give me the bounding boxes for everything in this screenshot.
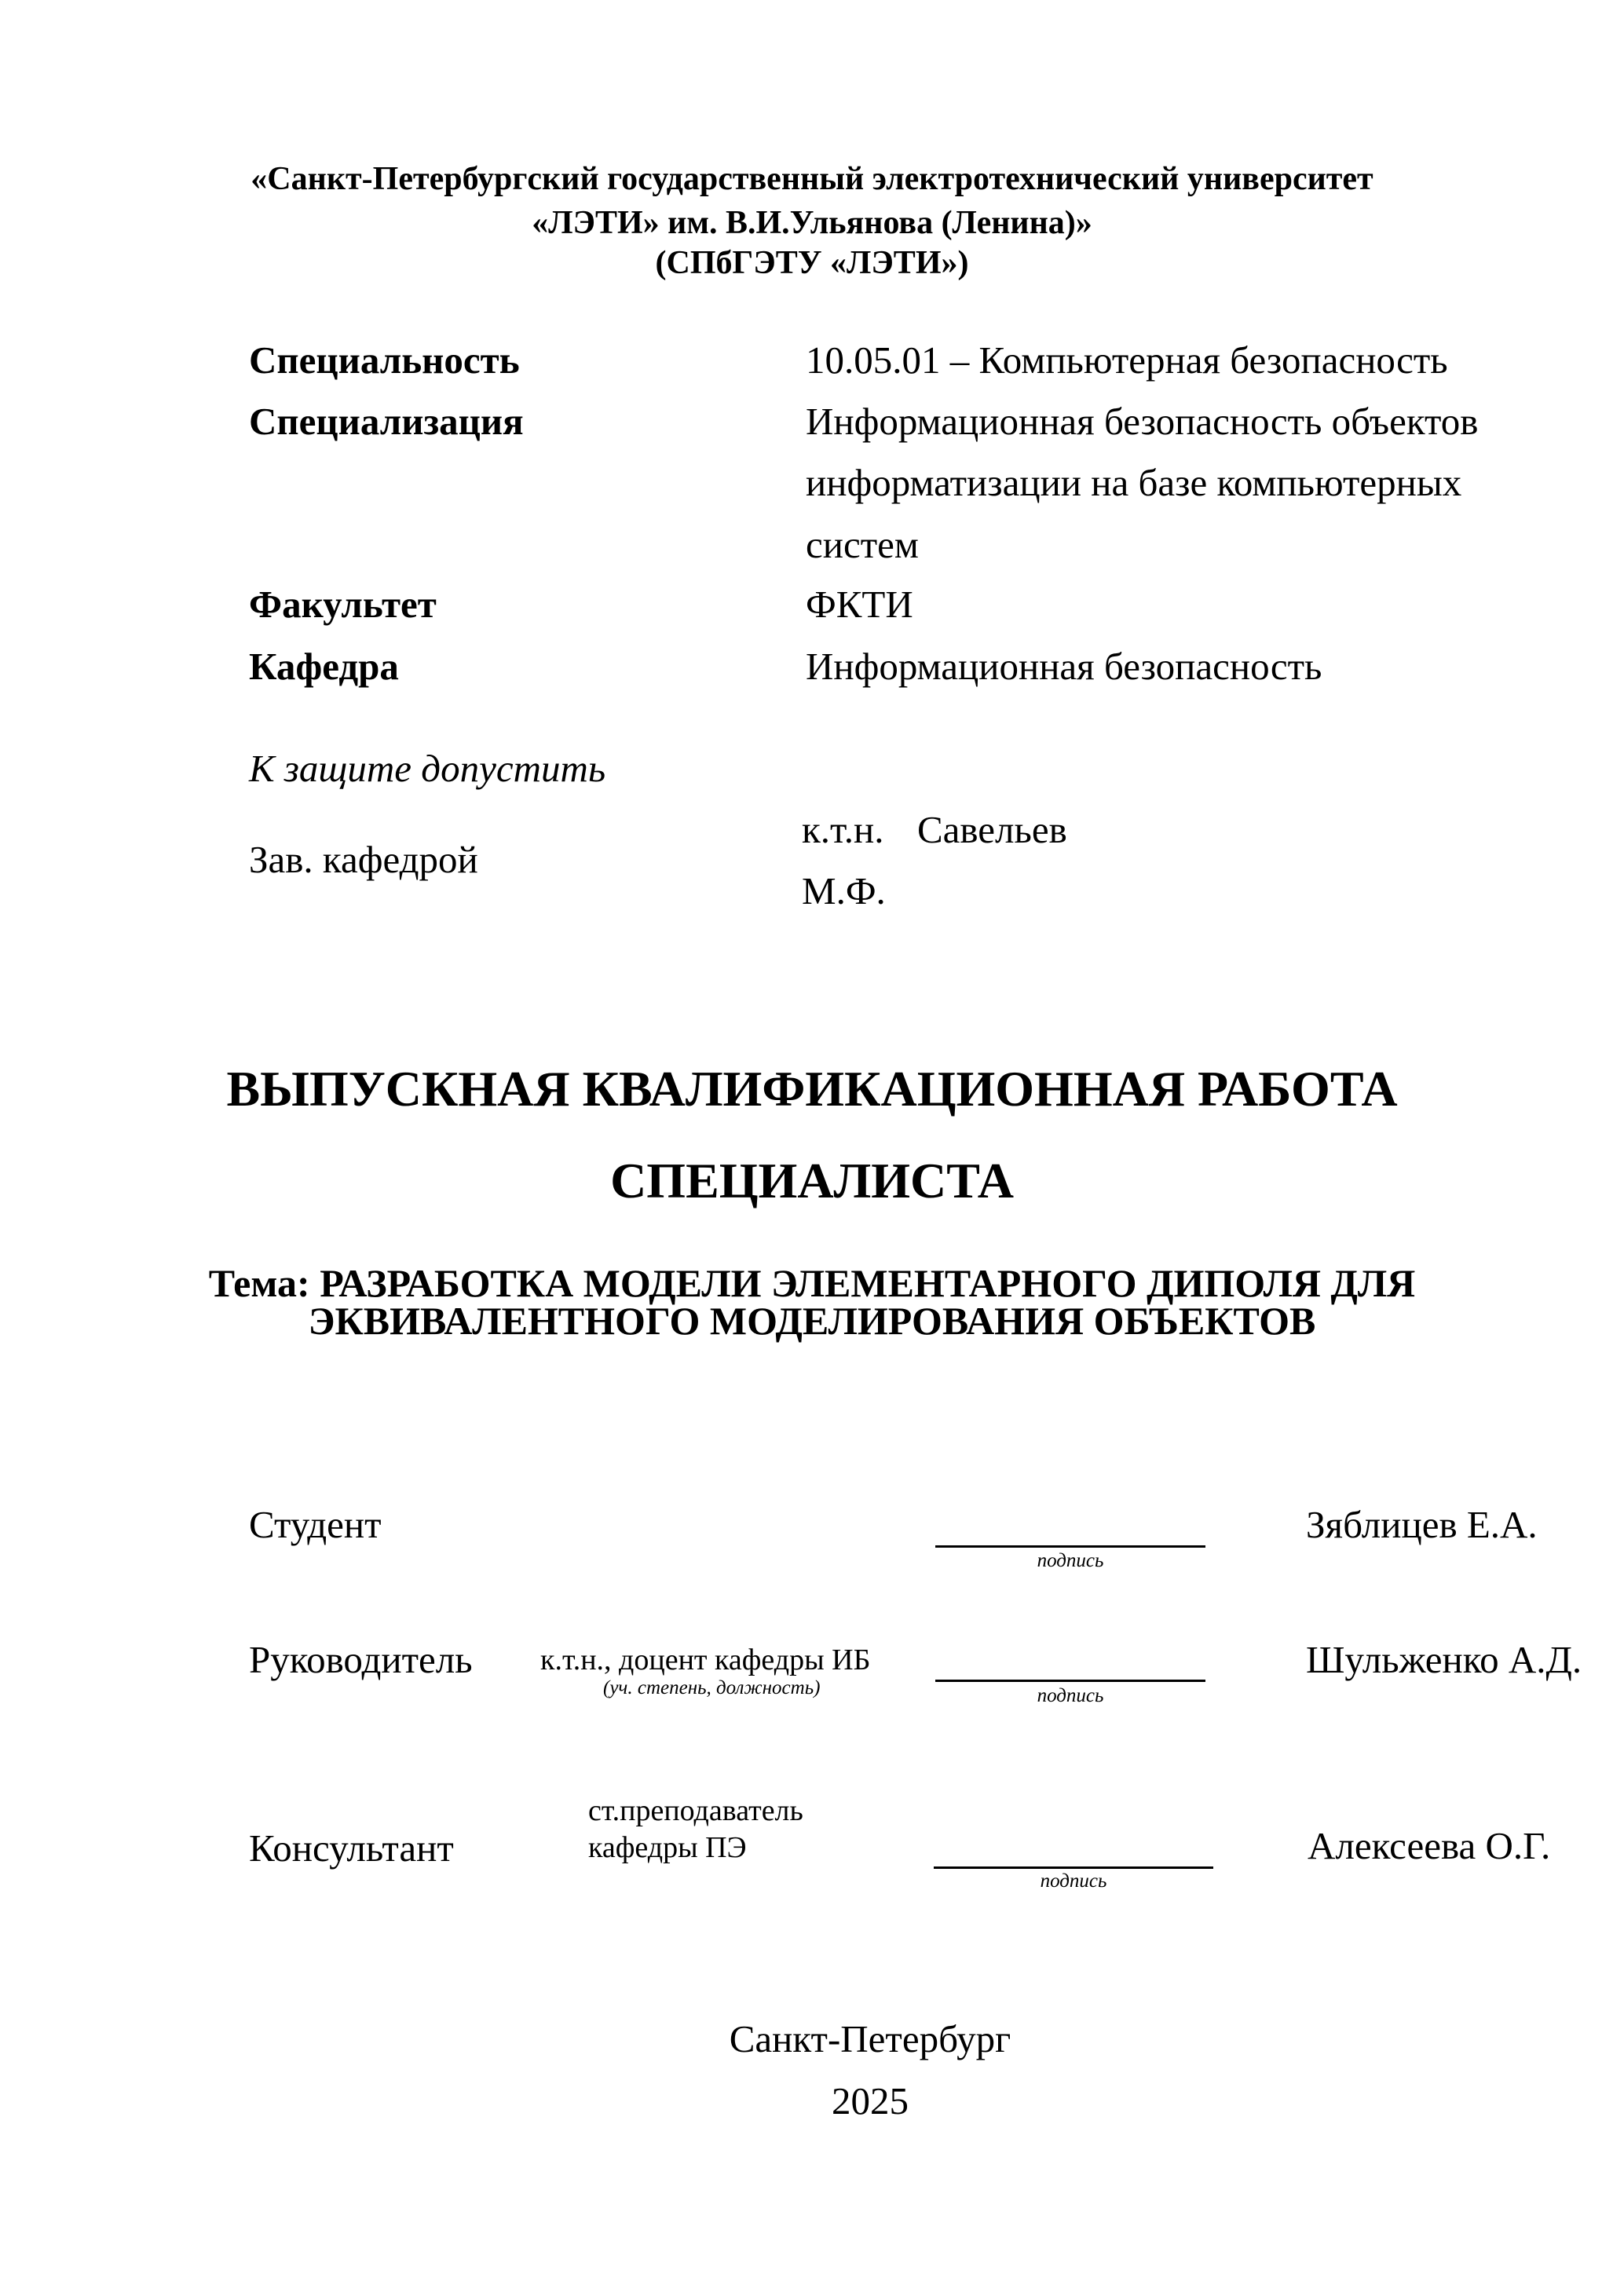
- university-abbreviation: (СПбГЭТУ «ЛЭТИ»): [655, 245, 969, 281]
- approval-initials: М.Ф.: [802, 869, 886, 912]
- document-title-line1: ВЫПУСКНАЯ КВАЛИФИКАЦИОННАЯ РАБОТА: [226, 1061, 1398, 1117]
- value-department: Информационная безопасность: [806, 645, 1322, 688]
- name-supervisor: Шульженко А.Д.: [1306, 1638, 1582, 1681]
- name-student: Зяблицев Е.А.: [1306, 1503, 1538, 1546]
- position-caption-supervisor: (уч. степень, должность): [603, 1677, 821, 1698]
- label-specialty: Специальность: [249, 338, 520, 382]
- signature-caption-supervisor: подпись: [1037, 1685, 1104, 1706]
- value-specialization-line3: систем: [806, 523, 919, 566]
- university-name-line1: «Санкт-Петербургский государственный электротехнический университет: [251, 161, 1373, 197]
- signature-caption-consultant: подпись: [1040, 1870, 1107, 1892]
- university-name-line2: «ЛЭТИ» им. В.И.Ульянова (Ленина)»: [532, 205, 1092, 241]
- signature-line-student: [935, 1545, 1205, 1548]
- position-consultant-line1: ст.преподаватель: [588, 1794, 803, 1827]
- role-supervisor: Руководитель: [249, 1638, 473, 1681]
- approval-degree: к.т.н.: [802, 808, 884, 851]
- topic-line2: ЭКВИВАЛЕНТНОГО МОДЕЛИРОВАНИЯ ОБЪЕКТОВ: [308, 1299, 1316, 1343]
- value-faculty: ФКТИ: [806, 583, 913, 626]
- value-specialization-line1: Информационная безопасность объектов: [806, 400, 1479, 443]
- label-faculty: Факультет: [249, 583, 437, 626]
- signature-line-consultant: [934, 1866, 1213, 1869]
- value-specialization-line2: информатизации на базе компьютерных: [806, 461, 1462, 504]
- position-consultant-line2: кафедры ПЭ: [588, 1831, 747, 1864]
- label-department: Кафедра: [249, 645, 399, 688]
- document-title-line2: СПЕЦИАЛИСТА: [610, 1153, 1014, 1208]
- value-specialty: 10.05.01 – Компьютерная безопасность: [806, 338, 1448, 382]
- position-supervisor: к.т.н., доцент кафедры ИБ: [540, 1643, 871, 1676]
- role-student: Студент: [249, 1503, 382, 1546]
- footer-city: Санкт-Петербург: [729, 2017, 1011, 2060]
- signature-caption-student: подпись: [1037, 1550, 1104, 1571]
- role-consultant: Консультант: [249, 1826, 454, 1870]
- name-consultant: Алексеева О.Г.: [1308, 1824, 1551, 1867]
- label-specialization: Специализация: [249, 400, 524, 443]
- footer-year: 2025: [832, 2079, 909, 2122]
- signature-line-supervisor: [935, 1680, 1205, 1682]
- approval-name: Савельев: [917, 808, 1067, 851]
- approval-role: Зав. кафедрой: [249, 838, 478, 881]
- approval-heading: К защите допустить: [249, 747, 606, 790]
- topic-line1: Тема: РАЗРАБОТКА МОДЕЛИ ЭЛЕМЕНТАРНОГО ДИПОЛЯ ДЛЯ: [208, 1261, 1416, 1305]
